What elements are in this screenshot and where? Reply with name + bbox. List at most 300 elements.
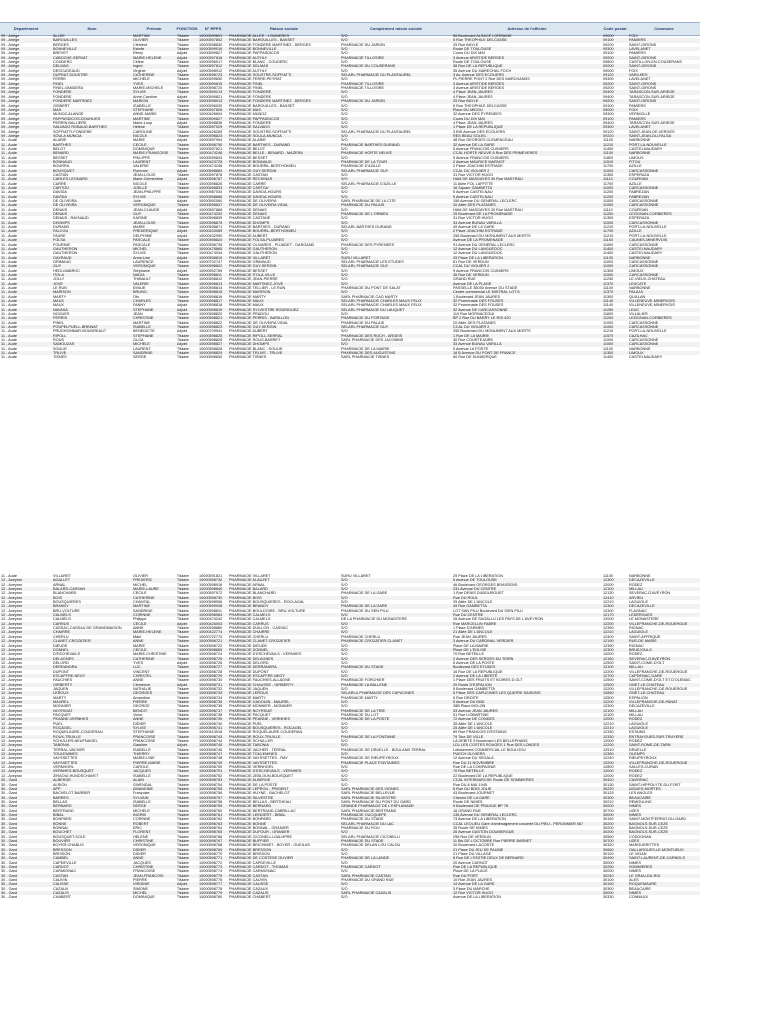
cell-first-name: DIDIER <box>133 721 146 726</box>
cell-city: NARBONNE <box>628 151 700 155</box>
cell-company-complement: S/O <box>340 195 452 199</box>
cell-address: Cours DU DIX MAI <box>453 51 485 56</box>
cell-city: RODEZ <box>629 773 643 778</box>
cell-postal-code: 30130 <box>603 782 614 787</box>
cell-last-name: NOYRIGAT <box>52 709 132 713</box>
cell-department: 12 - Aveyron <box>0 691 52 695</box>
cell-last-name: BELOT <box>53 146 66 151</box>
cell-rpps: 10000597994 <box>199 138 223 143</box>
cell-company-name: PHARMACIE GAUTHERON <box>228 247 340 251</box>
cell-company-name: PHARMACIE MONNIER - MONNIER <box>229 704 292 709</box>
cell-postal-code: 30000 <box>602 804 628 808</box>
cell-company-complement: SELARL PHARMACIE D'AZILLE <box>341 181 397 186</box>
cell-function: Adjoint <box>177 660 188 665</box>
cell-company-name: PHARMACIE CASTAN <box>228 874 340 878</box>
cell-first-name: CAROLE <box>133 765 149 770</box>
cell-company-complement: S/O <box>340 630 452 634</box>
cell-rpps: 10000598774 <box>199 869 223 874</box>
cell-address: 33 Avenue BUNAU VARILLA <box>452 342 602 346</box>
cell-city: CASTELNAUDARY <box>629 355 663 360</box>
cell-first-name: MARION <box>132 99 176 103</box>
cell-address: 1 Place D'ARMES <box>453 626 484 631</box>
cell-function: Titulaire <box>177 669 189 674</box>
cell-company-name: PHARMACIE BOULDOIRE - BRU-VOLTURE <box>229 608 306 613</box>
cell-rpps: 10000598726 <box>199 660 223 665</box>
cell-address: 1 Rue DE LA MAIRIE <box>452 334 602 338</box>
cell-postal-code: 09300 <box>603 112 614 117</box>
cell-city: CARCASSONNE <box>629 242 659 247</box>
cell-first-name: Stéphanie <box>133 268 151 273</box>
cell-department: 12 - Aveyron <box>1 686 23 691</box>
cell-postal-code: 30250 <box>602 865 628 869</box>
cell-address: 9 Boulevard DE PRAGUE BP 78 <box>452 804 602 808</box>
cell-city: RODEZ <box>629 582 643 587</box>
cell-city: BAGNOLS-SUR-CEZE <box>628 822 700 826</box>
cell-last-name: PERRIN BALLIERE <box>53 120 87 125</box>
cell-address: 12 Avenue DU SEGALA <box>453 756 494 761</box>
cell-company-name: PHARMACIE BERTRAND-CABRILLAC <box>229 808 296 813</box>
cell-company-name: PHARMACIE BAROUILLES - BASSET <box>229 103 295 108</box>
cell-function: Titulaire <box>176 151 198 155</box>
cell-company-complement: S/O <box>340 117 452 121</box>
cell-city: QUILLAN <box>629 294 646 299</box>
cell-last-name: CAUSSE <box>52 882 132 886</box>
cell-first-name: ROBERT <box>132 822 176 826</box>
cell-department: 09 - Ariège <box>1 120 20 125</box>
cell-company-name: PHARMACIE CHAUSSE - GIRBERTY <box>228 683 340 687</box>
cell-company-complement: S/O <box>341 216 348 221</box>
cell-company-complement: SELARL PHARMACIE GUY <box>340 264 452 268</box>
cell-first-name: VERONIQUE <box>132 203 176 207</box>
cell-company-name: PHARMACIE DE OLIVEIRA <box>229 199 277 204</box>
cell-first-name: CHRISTINE <box>132 839 176 843</box>
cell-city: REMOULINS <box>629 799 652 804</box>
cell-department: 11 - Aude <box>0 308 52 312</box>
cell-address: 3 Avenue DU CARDINAL VERDIER <box>452 639 602 643</box>
cell-company-name: PHARMACIE FONDERE MARTINEZ - BERGES <box>228 99 340 103</box>
cell-company-complement: S/O <box>341 600 348 605</box>
cell-city: CASTELNAUDARY <box>629 251 663 256</box>
cell-first-name: CECILE <box>132 648 176 652</box>
cell-rpps: 10000426265 <box>199 129 223 134</box>
cell-first-name: Hélène <box>132 125 176 129</box>
cell-first-name: STEPHANE <box>132 334 176 338</box>
cell-company-complement: PHARMACIE DU SEN PILU <box>341 608 389 613</box>
cell-first-name: Oto <box>133 294 140 299</box>
cell-company-name: PHARMACIE DHOMPS <box>228 221 340 225</box>
cell-postal-code: 12410 <box>602 596 628 600</box>
cell-first-name: MARTINE <box>132 117 176 121</box>
cell-city: COURSAN <box>629 207 648 212</box>
cell-company-name: PHARMACIE BLANC - COUDERC <box>229 60 288 65</box>
cell-last-name: BOIS <box>52 596 132 600</box>
cell-rpps: 10000598916 <box>199 582 223 587</box>
cell-rpps: 10000599213 <box>198 90 228 94</box>
cell-city: PORT-LA-NOUVELLE <box>629 233 667 238</box>
cell-first-name: MICHEL <box>133 582 148 587</box>
cell-first-name: JEAN-FRANCOIS <box>132 874 176 878</box>
cell-company-complement: S/O <box>341 895 348 900</box>
cell-last-name: CAMBEL <box>52 856 132 860</box>
cell-last-name: SOULA MUNCIA <box>52 134 132 138</box>
cell-department: 11 - Aude <box>1 329 17 334</box>
cell-last-name: ROUX-TRUILLE <box>52 735 132 739</box>
cell-rpps: 10000598765 <box>198 830 228 834</box>
cell-company-complement: PHARMACIE FORCHIER <box>341 678 385 683</box>
cell-rpps: 10000598727 <box>198 665 228 669</box>
cell-function: Titulaire <box>177 259 189 264</box>
cell-rpps: 10000598815 <box>198 290 228 294</box>
cell-department: 12 - Aveyron <box>0 578 52 582</box>
cell-address: 51 Rue LIOBARTINE <box>453 713 489 717</box>
cell-postal-code: 12700 <box>602 674 628 678</box>
cell-rpps: 10000598833 <box>198 186 228 190</box>
cell-address: Centre commercial LE MISTRAL LOT 8 <box>452 290 602 294</box>
cell-postal-code: 12200 <box>602 700 628 704</box>
cell-first-name: ANNE <box>132 856 176 860</box>
cell-company-complement: SARL PHARMACIE SILVESTRE <box>340 796 452 800</box>
cell-last-name: BOUSQUET <box>52 169 132 173</box>
cell-department: 11 - Aude <box>0 203 52 207</box>
cell-postal-code: 30240 <box>602 874 628 878</box>
cell-last-name: CARRUS <box>52 622 132 626</box>
cell-department: 11 - Aude <box>1 173 17 177</box>
cell-address: 12 Avenue DU LANGUEDOC <box>452 247 602 251</box>
cell-first-name: MICHEL <box>132 891 176 895</box>
cell-address: 81 Rue DE VERDUN <box>453 259 489 264</box>
cell-company-complement: S/O <box>341 138 348 143</box>
cell-first-name: FREDERIC <box>132 578 176 582</box>
cell-city: ALES <box>629 878 639 883</box>
cell-company-complement: S/O <box>341 652 348 657</box>
cell-company-name: PHARMACIE DENAIS <box>228 212 340 216</box>
cell-postal-code: 12100 <box>602 587 628 591</box>
cell-first-name: Anne-Lise <box>132 256 176 260</box>
cell-rpps: 10000598770 <box>199 852 223 856</box>
cell-rpps: 10000598730 <box>198 596 228 600</box>
cell-city: LIMOUX <box>628 351 700 355</box>
cell-city: BAGNOLS-SUR-CEZE <box>628 830 700 834</box>
cell-company-complement: S/O <box>340 290 452 294</box>
cell-address: LA DEBITE 9 Boulevard LES BELLEPHANS <box>453 739 528 744</box>
cell-department: 09 - Ariège <box>1 77 20 82</box>
cell-city: SAINT-GIRONS <box>628 64 700 68</box>
cell-rpps: 10000598767 <box>198 839 228 843</box>
cell-company-name: PHARMACIE JEAN-PIERRE <box>229 277 278 282</box>
cell-company-name: PHARMACIE BAROUILLES - BASSET <box>228 38 340 42</box>
cell-last-name: RIPOLL <box>52 334 132 338</box>
cell-department: 11 - Aude <box>1 138 17 143</box>
cell-city: SALLES-CURAN <box>629 765 659 770</box>
cell-last-name: MARTY <box>53 294 67 299</box>
cell-first-name: PIERRE-MARIE <box>132 761 176 765</box>
cell-city: CARCASSONNE <box>628 325 700 329</box>
cell-first-name: Ingrid <box>132 64 176 68</box>
cell-city: CODOGNAN <box>629 834 652 839</box>
cell-first-name: CECILE <box>132 143 176 147</box>
cell-last-name: DE OLIVEIRA <box>53 199 77 204</box>
cell-department: 11 - Aude <box>1 346 17 351</box>
cell-postal-code: 11000 <box>603 320 614 325</box>
cell-function: Titulaire <box>177 686 189 691</box>
cell-function: Titulaire <box>177 695 189 700</box>
cell-first-name: JEAN-LOUIS <box>133 173 156 177</box>
cell-rpps: 10000598779 <box>198 891 228 895</box>
cell-address: Cours DU DIX MAI <box>452 117 602 121</box>
cell-city: BAGNOLS-SUR-CEZE <box>629 825 669 830</box>
cell-company-complement: PHARMACIE LA BALLENE <box>340 683 452 687</box>
cell-company-complement: PHARMACIE DE RIEUPEYROUX <box>341 756 399 761</box>
cell-company-name: PHARMACIE BOIS <box>228 596 340 600</box>
cell-rpps: 10000598753 <box>198 778 228 782</box>
cell-rpps: 10000598886 <box>198 195 228 199</box>
cell-function: Titulaire <box>177 834 189 839</box>
cell-last-name: NOGUES <box>53 312 70 316</box>
cell-postal-code: 30100 <box>603 878 614 883</box>
cell-first-name: NADIA <box>132 273 176 277</box>
cell-city: UZES <box>628 839 700 843</box>
cell-department: 11 - Aude <box>1 259 17 264</box>
cell-company-name: PHARMACIE FONDERE <box>229 94 272 99</box>
cell-city: VILLEFRANCHE-DE-PANAT <box>628 700 700 704</box>
cell-city: AZILLE <box>629 181 642 186</box>
cell-address: 35 Allée DE L'ANCOLE <box>453 721 493 726</box>
cell-department: 12 - Aveyron <box>0 674 52 678</box>
cell-rpps: 10000422774 <box>198 630 228 634</box>
cell-address: GRAND RUE <box>453 277 476 282</box>
cell-address: 18 B Avenue DU PONT DE FRANCE <box>452 351 602 355</box>
cell-first-name: VINCENT <box>133 669 150 674</box>
cell-last-name: COUDERC <box>53 60 73 65</box>
cell-company-complement: S/O <box>340 769 452 773</box>
cell-first-name: MICHEL <box>132 247 176 251</box>
cell-department: 11 - Aude <box>0 290 52 294</box>
cell-postal-code: 11100 <box>602 151 628 155</box>
cell-last-name: SCHULLER-NEUFNAGEL <box>53 739 98 744</box>
cell-postal-code: 09000 <box>603 68 614 73</box>
cell-last-name: DURAND <box>53 225 70 230</box>
cell-rpps: 10000474202 <box>198 212 228 216</box>
cell-rpps: 10000598818 <box>199 303 223 308</box>
cell-address: 5 Avenue FRANCOIS CUINIERS <box>453 146 509 151</box>
cell-function: Titulaire <box>176 143 198 147</box>
cell-address: PL PIERRE PONT 2 Rue DES MARCHANDS <box>453 77 530 82</box>
cell-first-name: JEAN-CLAUDE <box>133 207 160 212</box>
cell-postal-code: 11000 <box>602 342 628 346</box>
cell-department: 12 - Aveyron <box>1 773 23 778</box>
cell-city: NIMES <box>629 860 642 865</box>
cell-company-complement: PHARMACIE DU STADE <box>340 839 452 843</box>
cell-department: 11 - Aude <box>1 355 17 360</box>
cell-city: NIMES <box>629 869 642 874</box>
cell-postal-code: 11200 <box>602 316 628 320</box>
cell-company-complement: PHARMACIE DES AUGUSTINS <box>340 351 452 355</box>
cell-last-name: BOUVIER <box>52 839 132 843</box>
cell-department: 30 - Gard <box>1 895 18 900</box>
cell-company-complement: S/O <box>340 47 452 51</box>
cell-company-complement: PHARMACIE HORTE NEUVE <box>340 151 452 155</box>
cell-department: 09 - Ariège <box>0 56 52 60</box>
cell-address: 21 Place DU JEU DE PAUME <box>452 848 602 852</box>
cell-company-complement: S/O <box>340 247 452 251</box>
cell-company-name: PHARMACIE PEANNE - VERNHES <box>228 717 340 721</box>
cell-department: 30 - Gard <box>1 860 18 865</box>
cell-first-name: JACQUES <box>133 860 151 865</box>
cell-last-name: GAYRAUD <box>52 256 132 260</box>
cell-city: SAINT-GIRONS <box>628 99 700 103</box>
cell-company-name: PHARMACIE DHOMPS <box>228 342 340 346</box>
cell-postal-code: 11300 <box>603 268 614 273</box>
cell-company-complement: SARL PHARMACIE BELLEVUE <box>341 791 396 796</box>
cell-postal-code: 09400 <box>603 120 614 125</box>
cell-company-name: PHARMACIE GADOUIN - MAUREL <box>228 700 340 704</box>
cell-rpps: 10000598745 <box>198 743 228 747</box>
cell-function: Titulaire <box>176 38 198 42</box>
cell-function: Titulaire <box>177 103 189 108</box>
cell-department: 12 - Aveyron <box>1 721 23 726</box>
cell-address: 49 Rue GAMBETTA <box>452 604 602 608</box>
cell-address: 5 Avenue DU MIDI <box>452 700 602 704</box>
cell-first-name: Philippe <box>133 617 147 622</box>
cell-address: 32 Avenue DES PYRENEES <box>453 112 502 117</box>
cell-first-name: PASCALE <box>133 242 151 247</box>
cell-last-name: GRIMAUD <box>53 259 71 264</box>
cell-postal-code: 12200 <box>603 686 614 691</box>
cell-last-name: ROCAGEL <box>52 726 132 730</box>
cell-rpps: 10000598732 <box>199 686 223 691</box>
cell-address: Boulevard DES ETUDES <box>452 665 602 669</box>
cell-city: FABREZAN <box>628 195 700 199</box>
cell-first-name: FREDERIQUE <box>132 229 176 233</box>
cell-postal-code: 09400 <box>602 90 628 94</box>
cell-postal-code: 12500 <box>603 660 614 665</box>
cell-company-name: PHARMACIE DAVIDA-HOURS <box>229 190 282 195</box>
cell-last-name: CLANET-CROZATIER <box>52 639 132 643</box>
cell-address: Rue DU 8 MAI 1945 <box>453 782 487 787</box>
cell-company-complement: PHARMACIE TILLOSIRE <box>340 82 452 86</box>
cell-address: PUECH OLIVIERS <box>452 752 602 756</box>
cell-function: Titulaire <box>177 808 189 813</box>
cell-last-name: FAUCHIES <box>53 678 72 683</box>
cell-first-name: Gauthier <box>132 743 176 747</box>
cell-company-complement: S/O <box>340 282 452 286</box>
cell-city: MARGUERITTES <box>629 843 660 848</box>
cell-function: Adjoint <box>176 342 198 346</box>
cell-first-name: ANNE <box>132 639 176 643</box>
cell-postal-code: 12240 <box>603 756 614 761</box>
cell-rpps: 10000598755 <box>198 787 228 791</box>
cell-company-complement: S/O <box>341 852 348 856</box>
cell-address: Avenue DE LA LIBERATION <box>453 895 501 900</box>
column-header-rpps: N° RPPS <box>204 26 222 31</box>
cell-first-name: Florence <box>132 169 176 173</box>
cell-postal-code: 12200 <box>602 743 628 747</box>
cell-company-complement: S/O <box>341 233 348 238</box>
cell-company-complement: SARL PHARMACIE DU PONT DU GARD <box>341 799 412 804</box>
cell-company-complement: S/O <box>341 51 348 56</box>
cell-rpps: 10000598776 <box>199 878 223 883</box>
cell-last-name: CARRE <box>53 181 67 186</box>
cell-last-name: BOYER-CHABLIS <box>53 843 84 848</box>
cell-last-name: BONNAUD <box>52 160 132 164</box>
cell-company-name: PHARMACIE ROUX-TRUILLE <box>228 735 340 739</box>
cell-city: DECAZEVILLE <box>628 578 700 582</box>
cell-last-name: MONNIER <box>53 704 71 709</box>
cell-function: Titulaire <box>176 282 198 286</box>
cell-function: Titulaire <box>176 247 198 251</box>
cell-function: Titulaire <box>176 674 198 678</box>
cell-company-name: PHARMACIE CAPDEVILLE <box>229 860 277 865</box>
cell-address: RES BEAU SOLEIL <box>452 134 602 138</box>
cell-address: 5 Avenue CASTELNAU <box>452 195 602 199</box>
cell-city: LEUCATE <box>628 282 700 286</box>
cell-company-complement: PHARMACIE DU GRAND RUE <box>341 878 394 883</box>
cell-last-name: FOURNIE <box>53 242 71 247</box>
cell-last-name: FONDERE MARTINEZ <box>52 99 132 103</box>
cell-postal-code: 09200 <box>602 99 628 103</box>
cell-rpps: 10000598728 <box>199 669 223 674</box>
cell-address: 3 Avenue ARISTIDE BERGES <box>452 56 602 60</box>
cell-last-name: BARTHES <box>52 143 132 147</box>
cell-department: 11 - Aude <box>1 207 17 212</box>
cell-function: Adjoint <box>177 51 188 56</box>
cell-address: 1 Boulevard JEAN JAURES <box>453 294 501 299</box>
cell-company-complement: S/O <box>340 674 452 678</box>
cell-last-name: ALARIE <box>53 138 67 143</box>
cell-first-name: Estelle <box>132 47 176 51</box>
cell-company-name: PHARMACIE ALAUZET <box>228 578 340 582</box>
cell-department: 11 - Aude <box>1 277 17 282</box>
cell-postal-code: 30700 <box>602 839 628 843</box>
cell-address: 32 Avenue DE CARCASSONNE <box>452 308 602 312</box>
cell-department: 11 - Aude <box>1 155 17 160</box>
cell-postal-code: 30490 <box>602 856 628 860</box>
cell-company-name: PHARMACIE D'ESCHEVAILS - VERNHES <box>229 652 302 657</box>
cell-company-name: PHARMACIE FINEL <box>228 82 340 86</box>
cell-last-name: GUY <box>52 264 132 268</box>
cell-rpps: 10000598871 <box>199 225 223 230</box>
cell-last-name: NAVASA <box>52 308 132 312</box>
cell-last-name: DERRANDRA <box>52 665 132 669</box>
cell-last-name: CASSAC-CASSAU DE GRANDMAISON <box>53 626 122 631</box>
cell-city: OLEMPS <box>628 752 700 756</box>
cell-department: 12 - Aveyron <box>1 626 23 631</box>
cell-rpps: 10000598743 <box>198 735 228 739</box>
cell-company-complement: S/O <box>341 68 348 73</box>
cell-last-name: PUEL <box>53 721 63 726</box>
cell-rpps: 10000599801 <box>199 34 223 38</box>
cell-first-name: STEPHANE <box>132 308 176 312</box>
cell-city: CARCASSONNE <box>628 342 700 346</box>
cell-rpps: 10000597821 <box>199 146 223 151</box>
cell-first-name: ISABELLE <box>132 325 176 329</box>
cell-postal-code: 09200 <box>602 82 628 86</box>
cell-company-complement: S/O <box>341 739 348 744</box>
cell-function: Titulaire <box>176 796 198 800</box>
cell-company-name: PHARMACIE JAQUEN <box>229 686 269 691</box>
cell-first-name: MARIE <box>133 138 146 143</box>
cell-last-name: MARISON <box>52 290 132 294</box>
cell-department: 30 - Gard <box>1 852 18 856</box>
cell-postal-code: 12210 <box>603 600 614 605</box>
cell-first-name: MARTINE <box>133 34 151 38</box>
cell-city: SOMMIERES <box>628 865 700 869</box>
cell-first-name: ERIC <box>133 825 143 830</box>
cell-address: 5 Avenue DE TOULOUSE <box>452 578 602 582</box>
cell-function: Titulaire <box>176 186 198 190</box>
cell-last-name: BERGES <box>53 42 69 47</box>
cell-first-name: VERONIQUE <box>133 843 156 848</box>
